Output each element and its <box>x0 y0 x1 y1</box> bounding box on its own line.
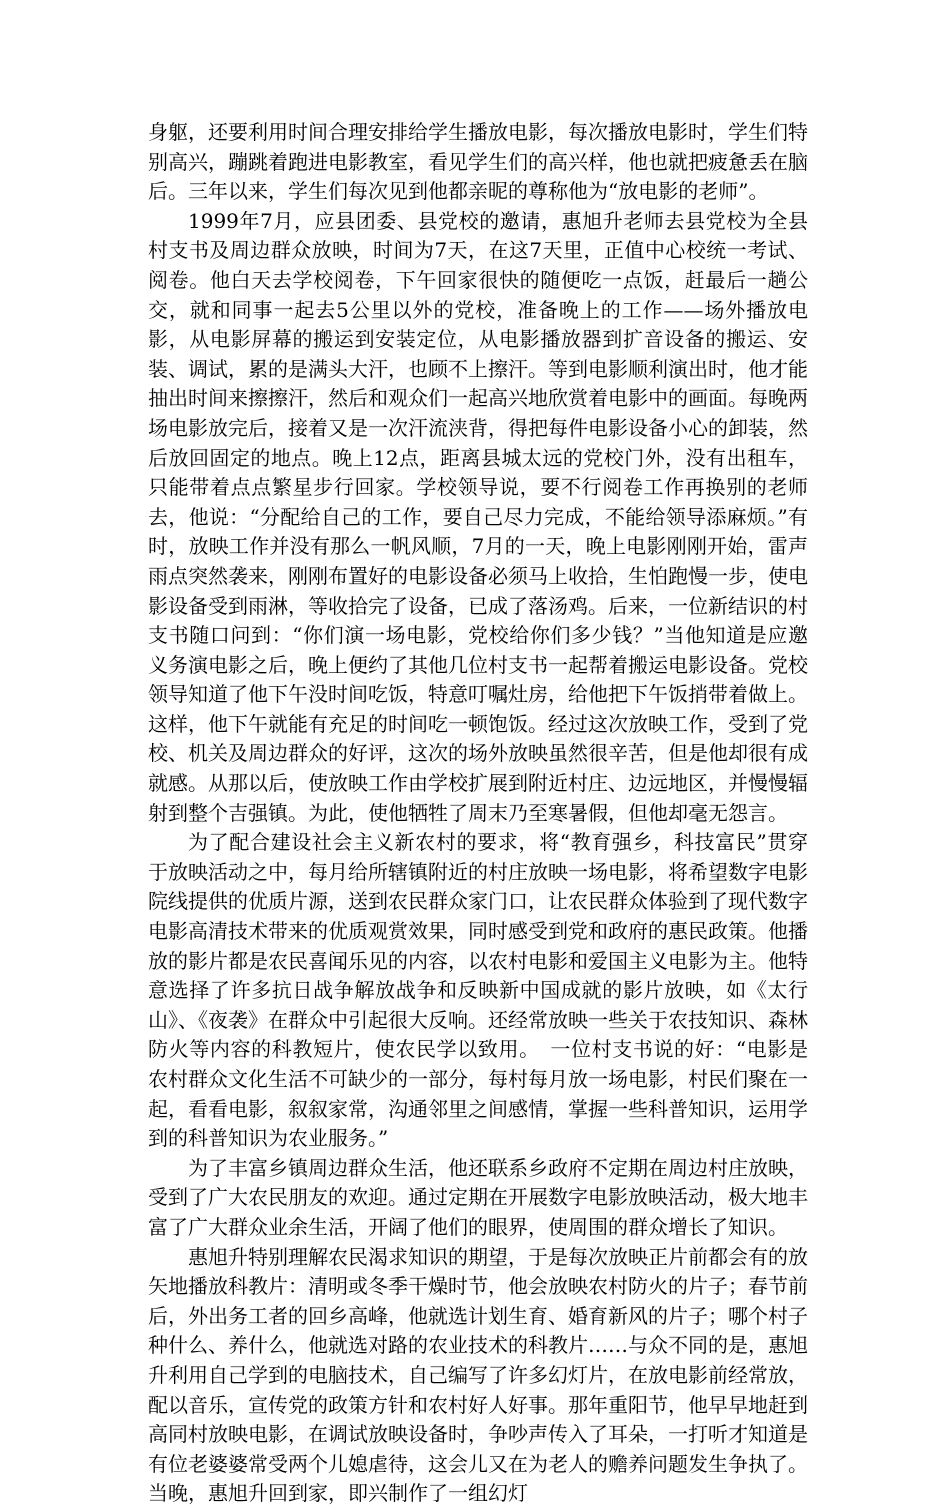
paragraph-continued: 身躯，还要利用时间合理安排给学生播放电影，每次播放电影时，学生们特别高兴，蹦跳着跑进电影教室，看见学生们的高兴样，他也就把疲惫丢在脑后。三年以来，学生们每次见到他都亲昵的尊称他为“放电影的老师”。 <box>148 120 808 204</box>
paragraph-enrich-life: 为了丰富乡镇周边群众生活，他还联系乡政府不定期在周边村庄放映，受到了广大农民朋友的欢迎。通过定期在开展数字电影放映活动，极大地丰富了广大群众业余生活，开阔了他们的眼界，使周围的群众增长了知识。 <box>148 1155 808 1239</box>
paragraph-science-films: 惠旭升特别理解农民渴求知识的期望，于是每次放映正片前都会有的放矢地播放科教片：清明或冬季干燥时节，他会放映农村防火的片子；春节前后，外出务工者的回乡高峰，他就选计划生育、婚育新风的片子；哪个村子种什么、养什么，他就选对路的农业技术的科教片……与众不同的是，惠旭升利用自己学到的电脑技术，自己编写了许多幻灯片，在放电影前经常放，配以音乐，宣传党的政策方针和农村好人好事。那年重阳节，他早早地赶到高同村放映电影，在调试放映设备时，争吵声传入了耳朵，一打听才知道是有位老婆婆常受两个儿媳虐待，这会儿又在为老人的赡养问题发生争执了。当晚，惠旭升回到家，即兴制作了一组幻灯 <box>148 1244 808 1506</box>
paragraph-1999-screening: 1999年7月，应县团委、县党校的邀请，惠旭升老师去县党校为全县村支书及周边群众放映，时间为7天，在这7天里，正值中心校统一考试、阅卷。他白天去学校阅卷，下午回家很快的随便吃一点饭，赶最后一趟公交，就和同事一起去5公里以外的党校，准备晚上的工作——场外播放电影，从电影屏幕的搬运到安装定位，从电影播放器到扩音设备的搬运、安装、调试，累的是满头大汗，也顾不上擦汗。等到电影顺利演出时，他才能抽出时间来擦擦汗，然后和观众们一起高兴地欣赏着电影中的画面。每晚两场电影放完后，接着又是一次汗流浃背，得把每件电影设备小心的卸装，然后放回固定的地点。晚上12点，距离县城太远的党校门外，没有出租车，只能带着点点繁星步行回家。学校领导说，要不行阅卷工作再换别的老师去，他说：“分配给自己的工作，要自己尽力完成，不能给领导添麻烦。”有时，放映工作并没有那么一帆风顺，7月的一天，晚上电影刚刚开始，雷声雨点突然袭来，刚刚布置好的电影设备必须马上收拾，生怕跑慢一步，使电影设备受到雨淋，等收拾完了设备，已成了落汤鸡。后来，一位新结识的村支书随口问到：“你们演一场电影，党校给你们多少钱？”当他知道是应邀义务演电影之后，晚上便约了其他几位村支书一起帮着搬运电影设备。党校领导知道了他下午没时间吃饭，特意叮嘱灶房，给他把下午饭捎带着做上。这样，他下午就能有充足的时间吃一顿饱饭。经过这次放映工作，受到了党校、机关及周边群众的好评，这次的场外放映虽然很辛苦，但是他却很有成就感。从那以后，使放映工作由学校扩展到附近村庄、边远地区，并慢慢辐射到整个吉强镇。为此，使他牺牲了周末乃至寒暑假，但他却毫无怨言。 <box>148 208 808 825</box>
paragraph-new-countryside: 为了配合建设社会主义新农村的要求，将“教育强乡，科技富民”贯穿于放映活动之中，每月给所辖镇附近的村庄放映一场电影，将希望数字电影院线提供的优质片源，送到农民群众家门口，让农民群众体验到了现代数字电影高清技术带来的优质观赏效果，同时感受到党和政府的惠民政策。他播放的影片都是农民喜闻乐见的内容，以农村电影和爱国主义电影为主。他特意选择了许多抗日战争解放战争和反映新中国成就的影片放映，如《太行山》、《夜袭》在群众中引起很大反响。还经常放映一些关于农技知识、森林防火等内容的科教短片，使农民学以致用。 一位村支书说的好：“电影是农村群众文化生活不可缺少的一部分，每村每月放一场电影，村民们聚在一起，看看电影，叙叙家常，沟通邻里之间感情，掌握一些科普知识，运用学到的科普知识为农业服务。” <box>148 830 808 1151</box>
document-body <box>148 118 808 1509</box>
